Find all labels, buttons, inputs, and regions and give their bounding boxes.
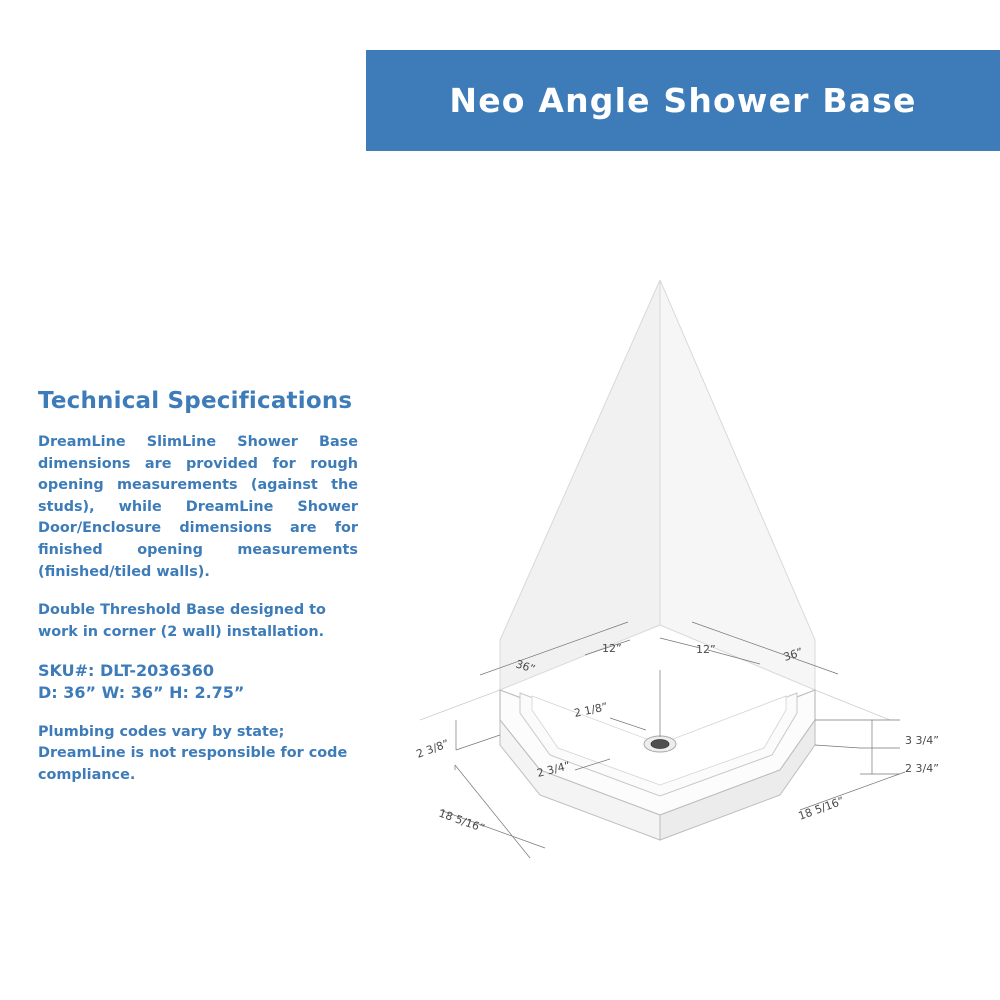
dim-threshold-inner: 2 3/4” (535, 759, 572, 780)
dim-base-height-outer: 3 3/4” (905, 734, 939, 747)
left-wall (500, 280, 660, 690)
dim-base-left-front-length: 18 5/16” (436, 806, 487, 836)
dim-drain-offset: 2 1/8” (572, 700, 609, 720)
header-banner (366, 50, 1000, 151)
dim-left-bevel-top: 12” (602, 642, 622, 655)
spec-sku (38, 660, 358, 703)
dim-right-bevel-top: 12” (696, 643, 716, 656)
drain-inner (651, 740, 669, 749)
technical-specifications-panel (38, 388, 358, 804)
spec-sku-dimensions: D: 36” W: 36” H: 2.75” (38, 683, 245, 703)
spec-sku-number: SKU#: DLT-2036360 (38, 661, 214, 681)
dim-left-wall-width: 36” (514, 657, 537, 676)
right-wall (660, 280, 815, 690)
dim-threshold-left-depth: 2 3/8” (414, 737, 451, 761)
dim-base-height-inner: 2 3/4” (905, 762, 939, 775)
spec-paragraph-dimensions: DreamLine SlimLine Shower Base dimensions are provided for rough opening measurements (against the studs), while DreamLine Shower Door/Enclosure dimensions are for finished opening measurements (finished/tiled walls). (38, 434, 358, 580)
page-title: Neo Angle Shower Base (449, 81, 917, 120)
dim-base-right-front-length: 18 5/16” (796, 794, 847, 823)
walls-group (500, 280, 815, 690)
spec-paragraph-threshold: Double Threshold Base designed to work in corner (2 wall) installation. (38, 602, 326, 640)
product-diagram (360, 250, 1000, 890)
spec-paragraph-plumbing-codes: Plumbing codes vary by state; DreamLine is not responsible for code compliance. (38, 723, 348, 783)
spec-heading: Technical Specifications (38, 388, 353, 414)
dim-right-wall-width: 36” (781, 645, 805, 664)
